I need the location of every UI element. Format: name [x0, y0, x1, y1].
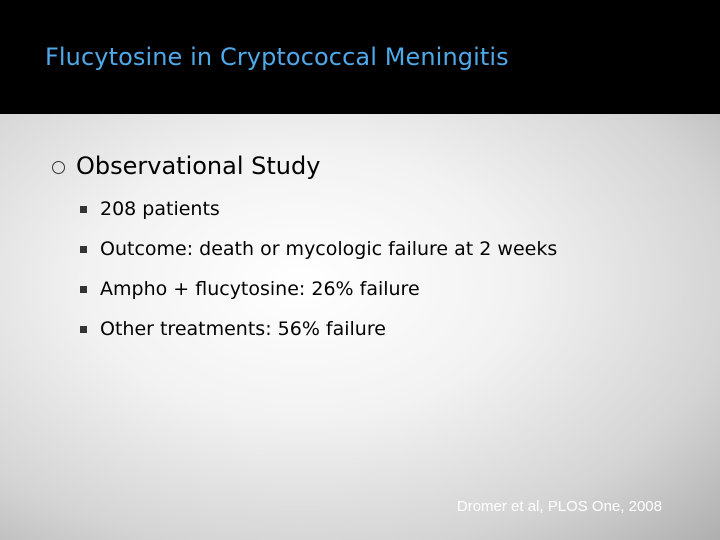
square-bullet-icon	[80, 326, 87, 333]
sub-bullet-item	[80, 278, 420, 300]
heading-bullet-item	[52, 152, 320, 180]
sub-bullet-text: 208 patients	[100, 198, 220, 220]
sub-bullet-item	[80, 198, 220, 220]
heading-text: Observational Study	[76, 152, 321, 180]
sub-bullet-text: Other treatments: 56% failure	[100, 318, 386, 340]
hollow-circle-bullet-icon	[52, 161, 65, 174]
square-bullet-icon	[80, 206, 87, 213]
square-bullet-icon	[80, 286, 87, 293]
sub-bullet-text: Ampho + flucytosine: 26% failure	[100, 278, 420, 300]
square-bullet-icon	[80, 246, 87, 253]
sub-bullet-text: Outcome: death or mycologic failure at 2 weeks	[100, 238, 558, 260]
citation: Dromer et al, PLOS One, 2008	[456, 498, 662, 515]
sub-bullet-item	[80, 238, 557, 260]
sub-bullet-item	[80, 318, 386, 340]
slide-title: Flucytosine in Cryptococcal Meningitis	[45, 43, 509, 71]
